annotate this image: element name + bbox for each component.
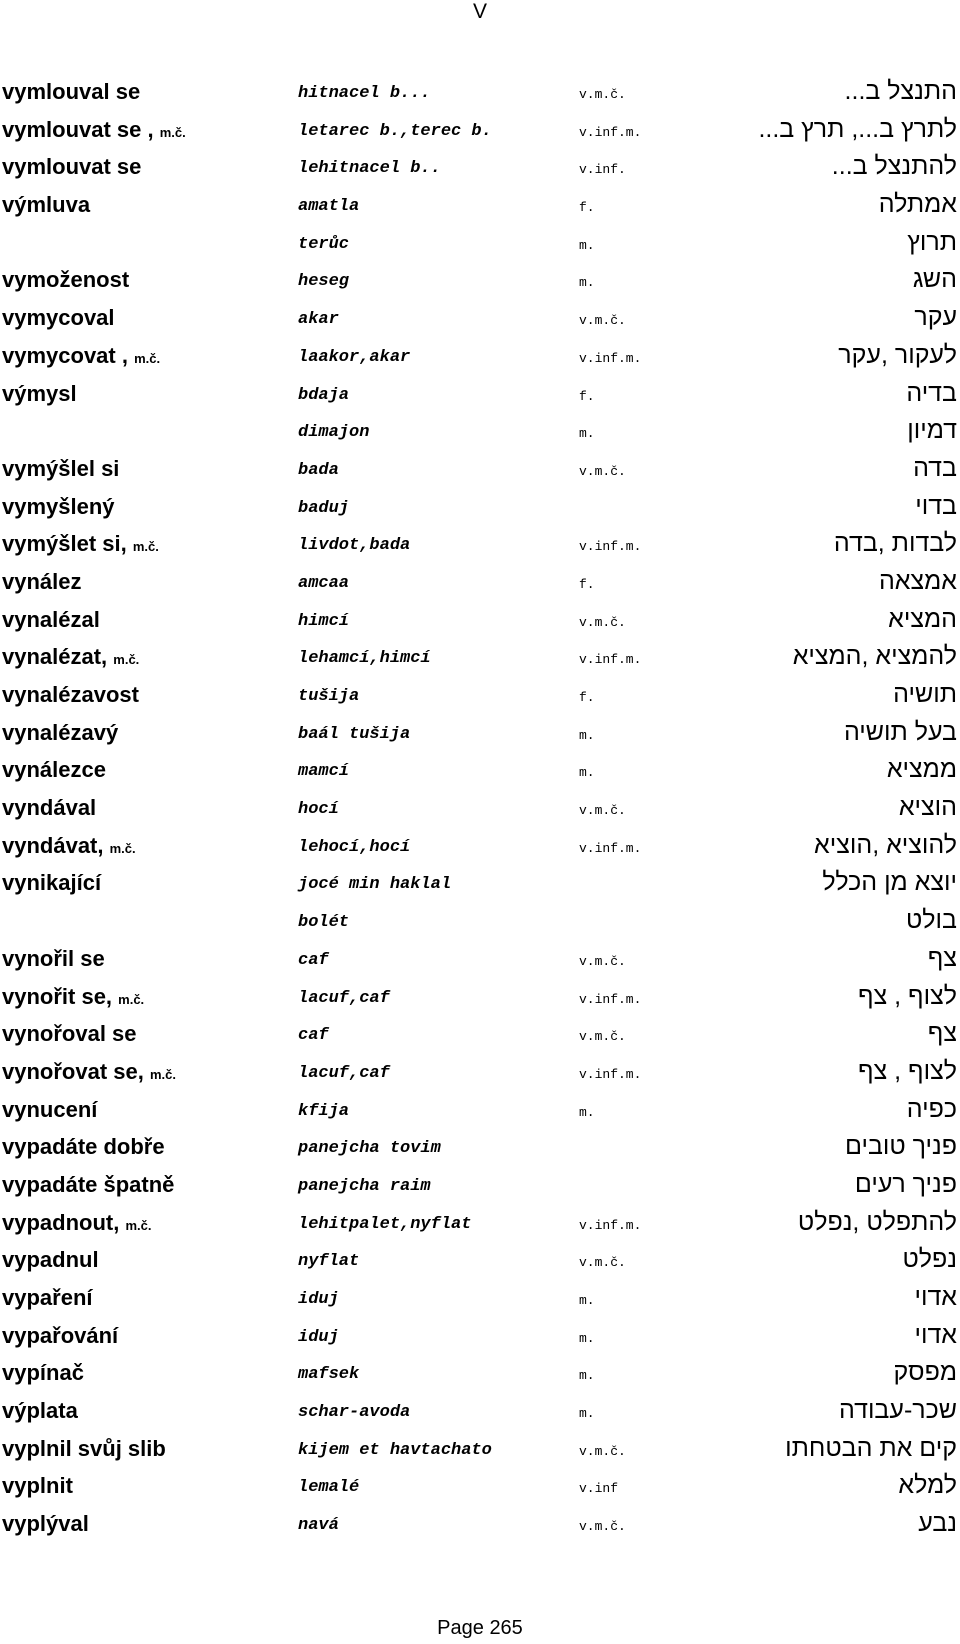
hebrew-term: לתרץ ב..., תרץ ב... — [758, 114, 957, 143]
czech-term — [2, 1392, 78, 1433]
transliteration: mamcí — [298, 762, 350, 782]
czech-term — [2, 827, 136, 868]
transliteration: lehitpalet,nyflat — [298, 1214, 472, 1234]
grammar-tag: v.m.č. — [579, 953, 626, 969]
transliteration: livdot,bada — [298, 536, 411, 556]
czech-term-text: vypaření — [2, 1285, 93, 1310]
hebrew-term: להתנצל ב... — [831, 152, 957, 181]
czech-term-text: vynořoval se — [2, 1021, 137, 1047]
czech-term-note: m.č. — [159, 124, 186, 140]
czech-term-text: vyplýval — [2, 1511, 89, 1537]
hebrew-term: אדוי — [914, 1283, 957, 1311]
grammar-tag: m. — [579, 1406, 595, 1422]
hebrew-term: קים את הבטחתו — [785, 1433, 957, 1462]
czech-term — [2, 1128, 165, 1169]
grammar-tag: f. — [579, 576, 595, 592]
transliteration: amcaa — [298, 573, 350, 593]
czech-term — [2, 1204, 151, 1245]
czech-term-text: vymýšlel si — [2, 455, 120, 481]
grammar-tag: v.inf.m. — [579, 1217, 642, 1233]
hebrew-term: בולט — [905, 906, 957, 935]
dictionary-entry — [0, 1392, 960, 1430]
grammar-tag: m. — [579, 237, 595, 253]
czech-term-note: m.č. — [134, 350, 161, 366]
dictionary-entry — [0, 1467, 960, 1505]
czech-term-text: vypadáte špatně — [2, 1171, 175, 1197]
hebrew-term: בדוי — [915, 491, 957, 520]
dictionary-entry — [0, 525, 960, 563]
hebrew-term: תרוץ — [907, 227, 957, 256]
transliteration: panejcha tovim — [298, 1139, 441, 1159]
dictionary-entry — [0, 902, 960, 940]
czech-term-text: vynořit se, — [2, 983, 119, 1009]
transliteration: bolét — [298, 913, 350, 933]
czech-term — [2, 676, 139, 717]
czech-term — [2, 789, 96, 830]
transliteration: akar — [298, 310, 339, 330]
transliteration: tušija — [298, 687, 360, 706]
dictionary-entry — [0, 1317, 960, 1355]
dictionary-entry — [0, 1204, 960, 1242]
hebrew-term: להתפלט ,נפלט — [797, 1207, 957, 1236]
dictionary-entry — [0, 1053, 960, 1091]
grammar-tag: v.inf.m. — [579, 539, 642, 555]
hebrew-term: בדיה — [906, 378, 957, 407]
dictionary-entry — [0, 978, 960, 1016]
grammar-tag: m. — [579, 1368, 595, 1384]
czech-term — [2, 299, 115, 340]
czech-term — [2, 111, 186, 152]
grammar-tag: v.inf.m. — [579, 124, 642, 140]
hebrew-term: למלא — [898, 1471, 957, 1500]
czech-term-note: m.č. — [118, 991, 145, 1007]
dictionary-entry — [0, 751, 960, 789]
dictionary-entry — [0, 148, 960, 186]
czech-term — [2, 1091, 97, 1132]
grammar-tag: v.m.č. — [579, 1029, 626, 1045]
hebrew-term: להמציא ,המציא — [792, 642, 957, 671]
transliteration: lacuf,caf — [298, 988, 390, 1008]
hebrew-term: עקר — [914, 303, 957, 332]
grammar-tag: m. — [579, 275, 595, 291]
transliteration: caf — [298, 950, 329, 970]
transliteration: bada — [298, 460, 339, 480]
grammar-tag: v.inf.m. — [579, 991, 642, 1007]
hebrew-term: הוציא — [898, 793, 957, 822]
transliteration: caf — [298, 1026, 329, 1046]
hebrew-term: דמיון — [907, 416, 957, 445]
czech-term — [2, 148, 141, 189]
transliteration: panejcha raim — [298, 1176, 431, 1196]
czech-term — [2, 1241, 99, 1282]
hebrew-term: נבע — [918, 1509, 957, 1538]
hebrew-term: אמתלה — [878, 190, 957, 219]
grammar-tag: v.m.č. — [579, 1519, 626, 1535]
dictionary-entry — [0, 789, 960, 827]
dictionary-entry — [0, 940, 960, 978]
transliteration: amatla — [298, 197, 360, 217]
czech-term — [2, 751, 106, 792]
dictionary-entry — [0, 563, 960, 601]
transliteration: lehocí,hocí — [298, 837, 411, 857]
hebrew-term: כפיה — [906, 1094, 957, 1123]
hebrew-term: לצוף , צף — [858, 1056, 957, 1085]
grammar-tag: v.inf.m. — [579, 840, 642, 856]
czech-term-text: vynořovat se, — [2, 1058, 150, 1084]
dictionary-entry — [0, 1015, 960, 1053]
transliteration: hocí — [298, 800, 339, 820]
czech-term — [2, 978, 144, 1019]
czech-term-text: vypadáte dobře — [2, 1134, 165, 1160]
czech-term — [2, 375, 77, 416]
dictionary-entry — [0, 488, 960, 526]
czech-term-text: vynálezce — [2, 757, 106, 783]
hebrew-term: לעקור ,עקר — [838, 340, 957, 369]
czech-term — [2, 864, 101, 905]
hebrew-term: המציא — [888, 604, 957, 633]
grammar-tag: v.m.č. — [579, 87, 626, 102]
czech-term — [2, 1015, 137, 1056]
dictionary-entry — [0, 1354, 960, 1392]
dictionary-entry — [0, 111, 960, 149]
czech-term-text: vynalézavost — [2, 682, 139, 707]
czech-term-text: vynucení — [2, 1096, 98, 1122]
hebrew-term: אדוי — [914, 1320, 957, 1349]
czech-term-text: vymlouval se — [2, 79, 141, 104]
grammar-tag: f. — [579, 388, 595, 404]
transliteration: iduj — [298, 1327, 339, 1347]
dictionary-entry — [0, 412, 960, 450]
dictionary-entry — [0, 261, 960, 299]
hebrew-term: אמצאה — [878, 566, 957, 595]
page-number: Page 265 — [437, 1617, 523, 1639]
transliteration: bdaja — [298, 385, 350, 405]
transliteration: iduj — [298, 1290, 339, 1309]
hebrew-term: בדה — [913, 453, 957, 482]
grammar-tag: v.inf.m. — [579, 350, 642, 366]
czech-term — [2, 1430, 166, 1471]
czech-term-text: vypínač — [2, 1360, 84, 1386]
dictionary-entry — [0, 638, 960, 676]
hebrew-term: פניך רעים — [854, 1169, 957, 1198]
dictionary-entries — [0, 73, 960, 1543]
czech-term-note: m.č. — [125, 1217, 152, 1233]
grammar-tag: v.inf.m. — [579, 1066, 642, 1082]
grammar-tag: f. — [579, 200, 595, 216]
czech-term-text: vymýšlet si, — [2, 531, 133, 557]
hebrew-term: לצוף , צף — [858, 981, 957, 1010]
transliteration: navá — [298, 1516, 339, 1536]
hebrew-term: פניך טובים — [845, 1132, 957, 1161]
transliteration: laakor,akar — [298, 347, 411, 367]
hebrew-term: התנצל ב... — [844, 77, 957, 105]
hebrew-term: תושיה — [893, 680, 957, 708]
dictionary-entry — [0, 375, 960, 413]
dictionary-entry — [0, 714, 960, 752]
transliteration: schar-avoda — [298, 1403, 411, 1423]
czech-term-text: vymlouvat se , — [2, 116, 160, 142]
dictionary-entry — [0, 1279, 960, 1317]
dictionary-entry — [0, 827, 960, 865]
czech-term-text: vypadnout, — [2, 1209, 126, 1235]
czech-term-text: vypadnul — [2, 1247, 99, 1273]
grammar-tag: m. — [579, 1293, 595, 1308]
grammar-tag: v.m.č. — [579, 463, 626, 479]
czech-term — [2, 1053, 176, 1094]
dictionary-entry — [0, 864, 960, 902]
grammar-tag: v.inf — [579, 1481, 619, 1497]
grammar-tag: v.inf. — [579, 162, 626, 178]
czech-term-text: vypařování — [2, 1322, 119, 1348]
czech-term-text: vymycoval — [2, 305, 115, 331]
dictionary-entry — [0, 337, 960, 375]
transliteration: kijem et havtachato — [298, 1440, 492, 1460]
czech-term — [2, 1467, 73, 1508]
page-header-letter: V — [472, 0, 487, 23]
hebrew-term: יוצא מן הכלל — [822, 868, 957, 897]
hebrew-term: שכר-עבודה — [838, 1396, 957, 1425]
dictionary-entry — [0, 1091, 960, 1129]
czech-term — [2, 601, 100, 642]
czech-term-text: vyndával — [2, 795, 97, 821]
czech-term — [2, 1505, 89, 1546]
czech-term — [2, 1166, 174, 1207]
hebrew-term: צף — [927, 1019, 957, 1048]
czech-term — [2, 73, 140, 114]
hebrew-term: צף — [927, 943, 957, 972]
czech-term — [2, 337, 160, 378]
czech-term — [2, 940, 105, 981]
czech-term-text: vynalézavý — [2, 719, 119, 745]
transliteration: hitnacel b... — [298, 84, 431, 103]
czech-term-text: vymoženost — [2, 267, 130, 293]
transliteration: kfija — [298, 1101, 350, 1121]
grammar-tag: m. — [579, 765, 595, 781]
hebrew-term: ממציא — [886, 755, 957, 784]
hebrew-term: נפלט — [902, 1245, 957, 1274]
grammar-tag: m. — [579, 1330, 595, 1346]
czech-term — [2, 714, 118, 755]
transliteration: letarec b.,terec b. — [298, 121, 492, 141]
czech-term — [2, 1317, 118, 1358]
grammar-tag: v.m.č. — [579, 614, 626, 630]
dictionary-entry — [0, 450, 960, 488]
dictionary-entry — [0, 186, 960, 224]
czech-term — [2, 525, 159, 566]
transliteration: lehitnacel b.. — [298, 159, 441, 179]
czech-term-text: vynikající — [2, 870, 102, 896]
czech-term-text: vynalézal — [2, 606, 100, 632]
transliteration: baál tušija — [298, 724, 411, 744]
czech-term-note: m.č. — [149, 1066, 176, 1082]
grammar-tag: v.m.č. — [579, 1443, 626, 1459]
czech-term-text: vyplnit — [2, 1473, 73, 1499]
dictionary-entry — [0, 1128, 960, 1166]
czech-term — [2, 1279, 93, 1320]
transliteration: jocé min haklal — [298, 875, 452, 895]
hebrew-term: בעל תושיה — [843, 717, 957, 746]
czech-term — [2, 261, 129, 302]
dictionary-entry — [0, 73, 960, 111]
transliteration: himcí — [298, 611, 350, 631]
czech-term-text: vymyšlený — [2, 493, 115, 519]
czech-term-text: vymycovat , — [2, 342, 135, 368]
grammar-tag: m. — [579, 426, 595, 442]
transliteration: lehamcí,himcí — [298, 649, 431, 669]
grammar-tag: v.m.č. — [579, 1255, 626, 1271]
czech-term-text: vyndávat, — [2, 832, 110, 858]
transliteration: heseg — [298, 272, 350, 292]
grammar-tag: v.m.č. — [579, 803, 626, 819]
transliteration: lacuf,caf — [298, 1063, 390, 1083]
hebrew-term: לבדות ,בדה — [833, 529, 957, 558]
czech-term-text: vynález — [2, 568, 82, 594]
czech-term — [2, 488, 115, 529]
transliteration: dimajon — [298, 423, 370, 443]
czech-term — [2, 186, 90, 227]
transliteration: lemalé — [298, 1478, 360, 1498]
grammar-tag: v.m.č. — [579, 313, 626, 329]
transliteration: baduj — [298, 498, 350, 518]
dictionary-entry — [0, 1430, 960, 1468]
czech-term-text: vynořil se — [2, 945, 105, 971]
hebrew-term: מפסק — [893, 1358, 957, 1387]
dictionary-entry — [0, 676, 960, 714]
czech-term-text: vymlouvat se — [2, 154, 142, 180]
grammar-tag: v.inf.m. — [579, 652, 642, 668]
hebrew-term: להוציא ,הוציא — [814, 830, 957, 859]
hebrew-term: השג — [912, 265, 957, 294]
transliteration: nyflat — [298, 1252, 360, 1272]
czech-term — [2, 563, 82, 604]
czech-term — [2, 1354, 84, 1395]
czech-term-note: m.č. — [132, 539, 159, 555]
grammar-tag: f. — [579, 690, 595, 705]
czech-term-text: výmluva — [2, 192, 91, 218]
transliteration: mafsek — [298, 1365, 360, 1385]
dictionary-entry — [0, 1505, 960, 1543]
grammar-tag: m. — [579, 727, 595, 743]
dictionary-entry — [0, 1241, 960, 1279]
czech-term-note: m.č. — [113, 652, 140, 668]
czech-term-text: vynalézat, — [2, 644, 114, 670]
czech-term — [2, 638, 139, 679]
czech-term-text: vyplnil svůj slib — [2, 1435, 166, 1461]
dictionary-entry — [0, 601, 960, 639]
dictionary-entry — [0, 224, 960, 262]
czech-term-text: výplata — [2, 1398, 78, 1424]
czech-term-note: m.č. — [109, 840, 136, 856]
grammar-tag: m. — [579, 1104, 595, 1120]
czech-term — [2, 450, 119, 491]
dictionary-entry — [0, 1166, 960, 1204]
transliteration: terůc — [298, 234, 350, 254]
czech-term-text: výmysl — [2, 380, 77, 406]
dictionary-entry — [0, 299, 960, 337]
